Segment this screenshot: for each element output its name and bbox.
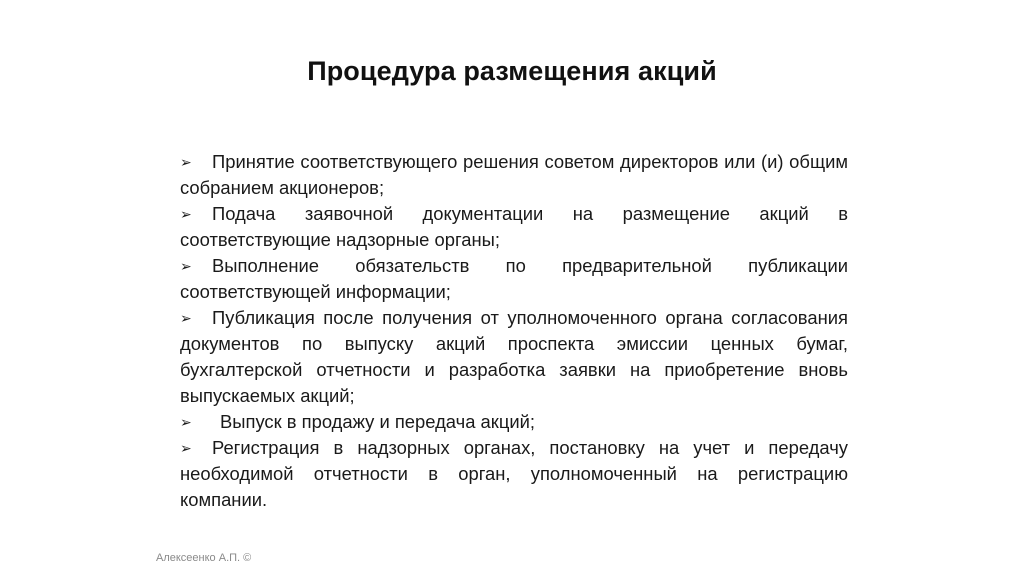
arrowhead-bullet-icon: ➢ bbox=[180, 414, 192, 430]
arrowhead-bullet-icon: ➢ bbox=[180, 310, 192, 326]
list-item bbox=[180, 201, 848, 253]
list-item-text: Принятие соответствующего решения советом директоров или (и) общим собранием акционеров; bbox=[180, 151, 848, 198]
arrowhead-bullet-icon: ➢ bbox=[180, 206, 192, 222]
list-item-text: Выпуск в продажу и передача акций; bbox=[220, 411, 536, 432]
bullet-list bbox=[180, 149, 848, 513]
arrowhead-bullet-icon: ➢ bbox=[180, 440, 192, 456]
author-footer: Алексеенко А.П. © bbox=[156, 552, 252, 564]
list-item-text: Выполнение обязательств по предварительной публикации соответствующей информации; bbox=[180, 255, 848, 302]
list-item bbox=[180, 409, 848, 435]
arrowhead-bullet-icon: ➢ bbox=[180, 258, 192, 274]
list-item-text: Публикация после получения от уполномоченного органа согласования документов по выпуску акций проспекта эмиссии ценных бумаг, бухгалтерской отчетности и разработка заявки на приобретение вновь выпускаемых акций; bbox=[180, 307, 848, 406]
list-item bbox=[180, 253, 848, 305]
list-item bbox=[180, 305, 848, 409]
list-item-text: Подача заявочной документации на размещение акций в соответствующие надзорные органы; bbox=[180, 203, 848, 250]
slide-title: Процедура размещения акций bbox=[307, 56, 717, 86]
list-item-text: Регистрация в надзорных органах, постановку на учет и передачу необходимой отчетности в орган, уполномоченный на регистрацию компании. bbox=[180, 437, 848, 510]
list-item bbox=[180, 149, 848, 201]
list-item bbox=[180, 435, 848, 513]
arrowhead-bullet-icon: ➢ bbox=[180, 154, 192, 170]
